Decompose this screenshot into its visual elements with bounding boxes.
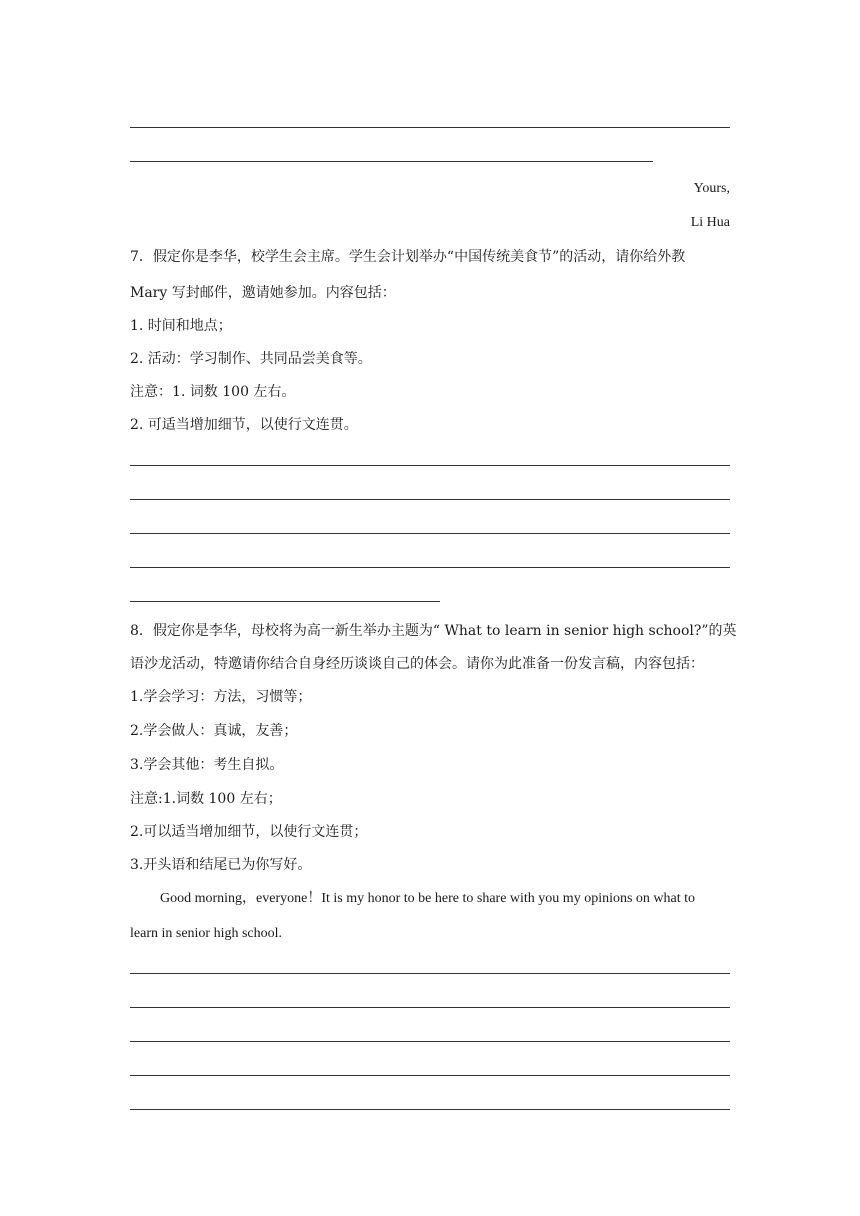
answer-line[interactable] (130, 567, 730, 568)
q8-opening-line1: Good morning，everyone！It is my honor to be here to share with you my opinions on what to (160, 891, 696, 906)
answer-line[interactable] (130, 499, 730, 500)
q8-opening-line2: learn in senior high school. (130, 926, 283, 941)
q8-prompt-line1: 8．假定你是李华，母校将为高一新生举办主题为“ What to learn in senior high school?”的英 (130, 623, 737, 639)
answer-line[interactable] (130, 1041, 730, 1042)
answer-line[interactable] (130, 465, 730, 466)
answer-line[interactable] (130, 973, 730, 974)
answer-line[interactable] (130, 127, 730, 128)
q7-prompt-line2: Mary 写封邮件，邀请她参加。内容包括： (130, 285, 396, 301)
q7-item-1: 1. 时间和地点； (130, 318, 232, 334)
answer-line[interactable] (130, 601, 440, 602)
q7-note-1: 注意：1. 词数 100 左右。 (130, 384, 296, 400)
q8-item-1: 1.学会学习：方法，习惯等； (130, 689, 312, 705)
closing-name: Li Hua (690, 215, 730, 230)
q8-note-3: 3.开头语和结尾已为你写好。 (130, 857, 312, 873)
answer-line[interactable] (130, 1007, 730, 1008)
q8-note-2: 2.可以适当增加细节，以使行文连贯； (130, 824, 368, 840)
q7-prompt-line1: 7．假定你是李华，校学生会主席。学生会计划举办“中国传统美食节”的活动，请你给外教 (130, 249, 686, 265)
q8-note-1: 注意:1.词数 100 左右； (130, 791, 282, 807)
answer-line[interactable] (130, 1075, 730, 1076)
closing-yours: Yours, (693, 181, 730, 196)
q8-prompt-line2: 语沙龙活动，特邀请你结合自身经历谈谈自己的体会。请你为此准备一份发言稿，内容包括： (130, 656, 704, 672)
q8-item-2: 2.学会做人：真诚，友善； (130, 723, 298, 739)
q8-item-3: 3.学会其他：考生自拟。 (130, 757, 284, 773)
answer-line[interactable] (130, 161, 653, 162)
q7-item-2: 2. 活动：学习制作、共同品尝美食等。 (130, 351, 372, 367)
q7-note-2: 2. 可适当增加细节，以使行文连贯。 (130, 417, 358, 433)
answer-line[interactable] (130, 1109, 730, 1110)
answer-line[interactable] (130, 533, 730, 534)
